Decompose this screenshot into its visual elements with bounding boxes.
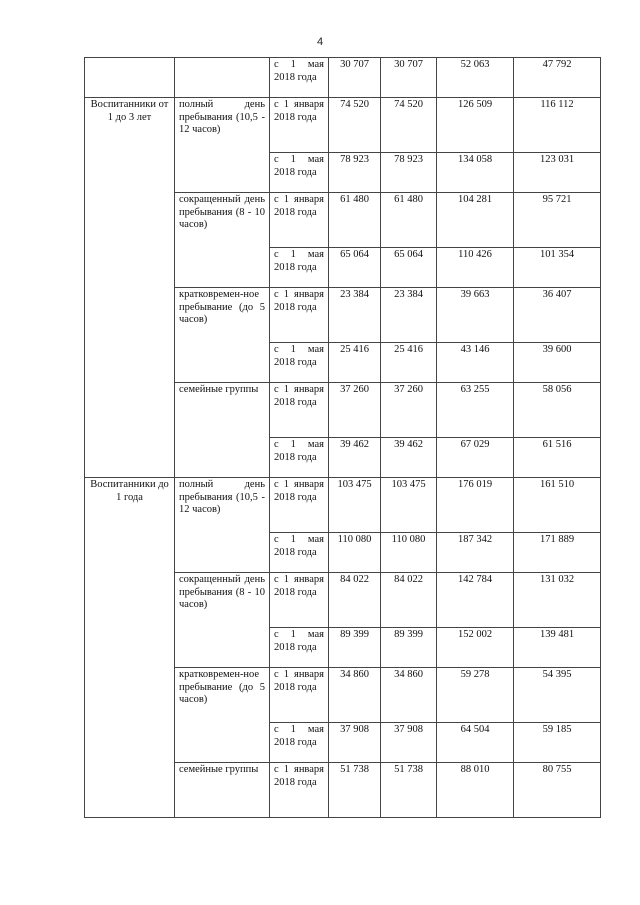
group-cell: Воспитанники до 1 года [85,478,175,818]
rates-table [84,57,601,818]
value-cell: 78 923 [381,153,437,193]
period-cell: с 1 января 2018 года [270,763,329,818]
table-row [85,58,601,98]
value-cell: 110 080 [329,533,381,573]
period-cell: с 1 мая 2018 года [270,343,329,383]
value-cell: 30 707 [381,58,437,98]
period-cell: с 1 мая 2018 года [270,248,329,288]
value-cell: 110 426 [437,248,514,288]
value-cell: 171 889 [514,533,601,573]
page-number: 4 [316,36,324,48]
value-cell: 59 278 [437,668,514,723]
value-cell: 126 509 [437,98,514,153]
period-cell: с 1 мая 2018 года [270,58,329,98]
mode-cell: сокращенный день пребывания (8 - 10 часов) [175,573,270,668]
value-cell: 39 462 [381,438,437,478]
value-cell: 39 663 [437,288,514,343]
value-cell: 23 384 [381,288,437,343]
value-cell: 131 032 [514,573,601,628]
period-cell: с 1 января 2018 года [270,193,329,248]
value-cell: 116 112 [514,98,601,153]
value-cell: 52 063 [437,58,514,98]
value-cell: 37 908 [381,723,437,763]
value-cell: 61 516 [514,438,601,478]
group-cell [85,58,175,98]
value-cell: 65 064 [329,248,381,288]
mode-cell: кратковремен-ное пребывание (до 5 часов) [175,668,270,763]
value-cell: 88 010 [437,763,514,818]
value-cell: 23 384 [329,288,381,343]
mode-cell: семейные группы [175,763,270,818]
period-cell: с 1 мая 2018 года [270,438,329,478]
period-cell: с 1 января 2018 года [270,98,329,153]
value-cell: 89 399 [329,628,381,668]
value-cell: 110 080 [381,533,437,573]
period-cell: с 1 мая 2018 года [270,628,329,668]
period-cell: с 1 января 2018 года [270,573,329,628]
mode-cell: полный день пребывания (10,5 - 12 часов) [175,98,270,193]
value-cell: 39 600 [514,343,601,383]
value-cell: 74 520 [381,98,437,153]
value-cell: 25 416 [381,343,437,383]
value-cell: 61 480 [329,193,381,248]
value-cell: 36 407 [514,288,601,343]
value-cell: 101 354 [514,248,601,288]
value-cell: 161 510 [514,478,601,533]
value-cell: 37 260 [381,383,437,438]
table-row [85,478,601,533]
mode-cell [175,58,270,98]
value-cell: 78 923 [329,153,381,193]
value-cell: 34 860 [381,668,437,723]
period-cell: с 1 января 2018 года [270,288,329,343]
value-cell: 63 255 [437,383,514,438]
value-cell: 37 260 [329,383,381,438]
period-cell: с 1 января 2018 года [270,383,329,438]
value-cell: 25 416 [329,343,381,383]
value-cell: 61 480 [381,193,437,248]
value-cell: 84 022 [381,573,437,628]
period-cell: с 1 мая 2018 года [270,533,329,573]
value-cell: 104 281 [437,193,514,248]
group-cell: Воспитанники от 1 до 3 лет [85,98,175,478]
value-cell: 58 056 [514,383,601,438]
mode-cell: кратковремен-ное пребывание (до 5 часов) [175,288,270,383]
value-cell: 89 399 [381,628,437,668]
value-cell: 64 504 [437,723,514,763]
rates-table-body [85,58,601,818]
value-cell: 95 721 [514,193,601,248]
value-cell: 65 064 [381,248,437,288]
value-cell: 103 475 [381,478,437,533]
value-cell: 134 058 [437,153,514,193]
value-cell: 37 908 [329,723,381,763]
mode-cell: полный день пребывания (10,5 - 12 часов) [175,478,270,573]
value-cell: 30 707 [329,58,381,98]
period-cell: с 1 января 2018 года [270,478,329,533]
value-cell: 34 860 [329,668,381,723]
value-cell: 139 481 [514,628,601,668]
value-cell: 39 462 [329,438,381,478]
value-cell: 54 395 [514,668,601,723]
period-cell: с 1 мая 2018 года [270,153,329,193]
mode-cell: семейные группы [175,383,270,478]
table-row [85,98,601,153]
value-cell: 142 784 [437,573,514,628]
value-cell: 59 185 [514,723,601,763]
value-cell: 43 146 [437,343,514,383]
value-cell: 123 031 [514,153,601,193]
value-cell: 74 520 [329,98,381,153]
value-cell: 51 738 [329,763,381,818]
value-cell: 51 738 [381,763,437,818]
period-cell: с 1 мая 2018 года [270,723,329,763]
value-cell: 80 755 [514,763,601,818]
value-cell: 47 792 [514,58,601,98]
value-cell: 67 029 [437,438,514,478]
value-cell: 187 342 [437,533,514,573]
value-cell: 84 022 [329,573,381,628]
value-cell: 152 002 [437,628,514,668]
value-cell: 103 475 [329,478,381,533]
period-cell: с 1 января 2018 года [270,668,329,723]
mode-cell: сокращенный день пребывания (8 - 10 часов) [175,193,270,288]
value-cell: 176 019 [437,478,514,533]
